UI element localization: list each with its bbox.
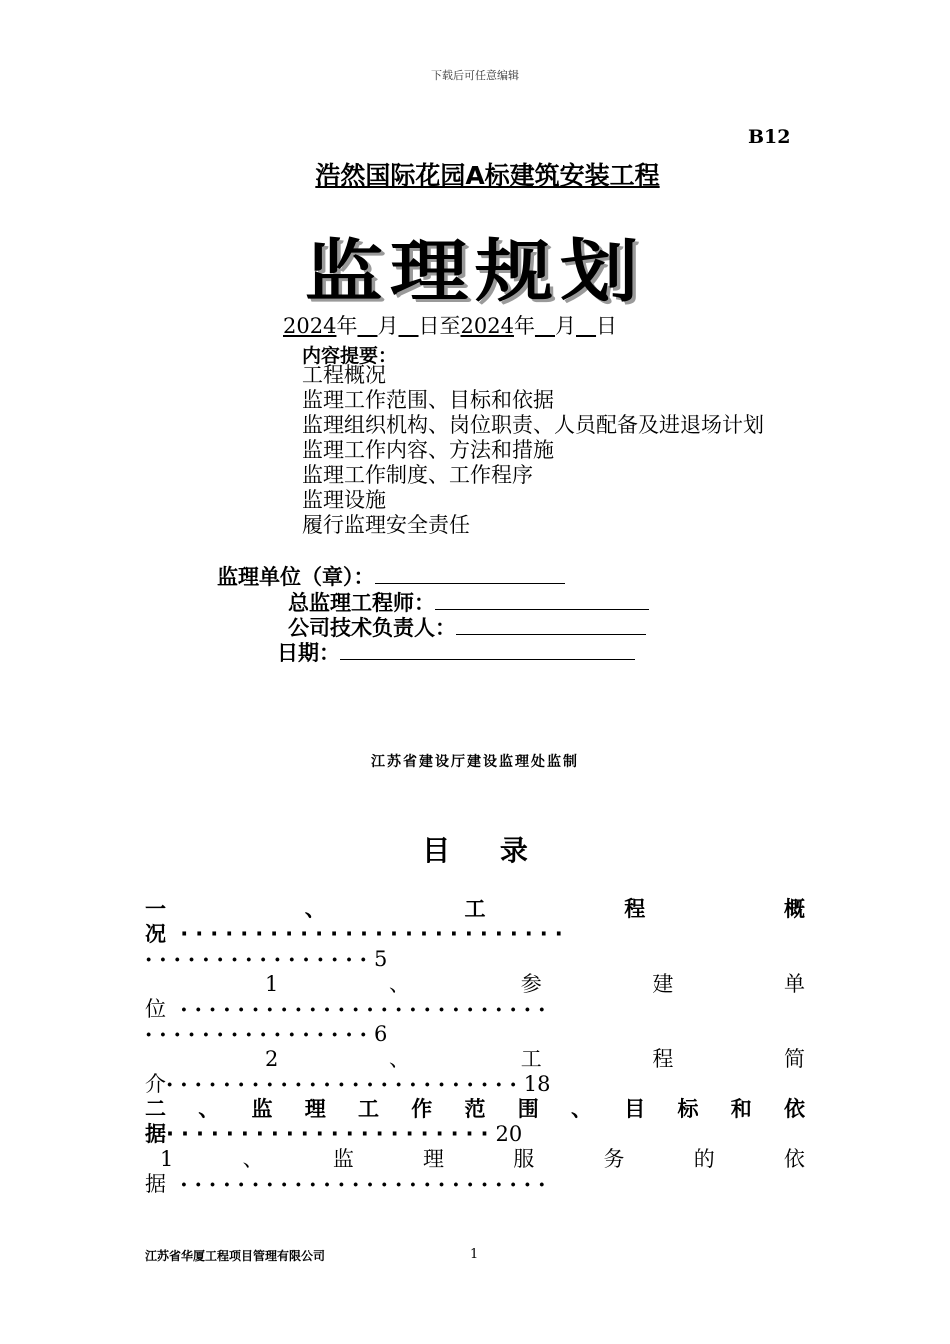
end-year: 2024 [460,314,514,338]
toc-entry: 二 、 监 理 工 作 范 围 、 目 标 和 依 [145,1097,805,1121]
date-field: 日期： [277,637,635,667]
footer-page-number: 1 [470,1247,479,1262]
toc-page-number: 6 [373,1022,388,1046]
list-item: 监理工作内容、方法和措施 [302,438,554,462]
project-title-text: 浩然国际花园A标建筑安装工程 [315,161,660,190]
toc-entry: 2 、 工 程 简 [265,1047,805,1071]
list-item: 监理工作范围、目标和依据 [302,388,554,412]
supervision-unit-field: 监理单位（章）： [217,561,565,591]
toc-page-number: 18 [523,1072,551,1096]
toc-title: 目 录 [422,834,528,867]
issuing-authority: 江苏省建设厅建设监理处监制 [371,754,579,770]
document-code: B12 [748,126,791,148]
list-item: 监理工作制度、工作程序 [302,463,533,487]
period-line: 2024年 月 日至2024年 月 日 [283,314,618,338]
project-title [0,156,950,192]
toc-entry: 1 、 监 理 服 务 的 依 [160,1147,805,1171]
list-item: 工程概况 [302,363,386,387]
toc-page-number: 20 [495,1122,523,1146]
download-note: 下载后可任意编辑 [431,69,519,82]
technical-lead-field: 公司技术负责人： [288,612,646,642]
footer-company: 江苏省华厦工程项目管理有限公司 [145,1249,326,1263]
signature-line [340,639,635,660]
table-of-contents: 一 、 工 程 概 况 ·························· ················ 5 1 、 参 建 单 位 ·························· ················ 6 2 、 工 程 简 介 ························· 18 二 、 监 理 工 作 范 围 、 目 标 和 依 据 ······················ 20 1 、 监 理 服 务 的 依 据 ·························· [145,897,805,1197]
list-item: 履行监理安全责任 [302,513,470,537]
toc-entry: 一 、 工 程 概 [145,897,805,921]
main-title: 监理规划 [304,233,646,312]
chief-engineer-field: 总监理工程师： [288,587,649,617]
signature-line [456,614,646,635]
signature-line [435,589,649,610]
signature-line [375,563,565,584]
list-item: 监理设施 [302,488,386,512]
summary-list [302,363,764,538]
toc-entry: 1 、 参 建 单 [265,972,805,996]
summary-heading: 内容提要： [302,345,398,367]
toc-page-number: 5 [373,947,388,971]
start-year: 2024 [283,314,337,338]
list-item: 监理组织机构、岗位职责、人员配备及进退场计划 [302,413,764,437]
